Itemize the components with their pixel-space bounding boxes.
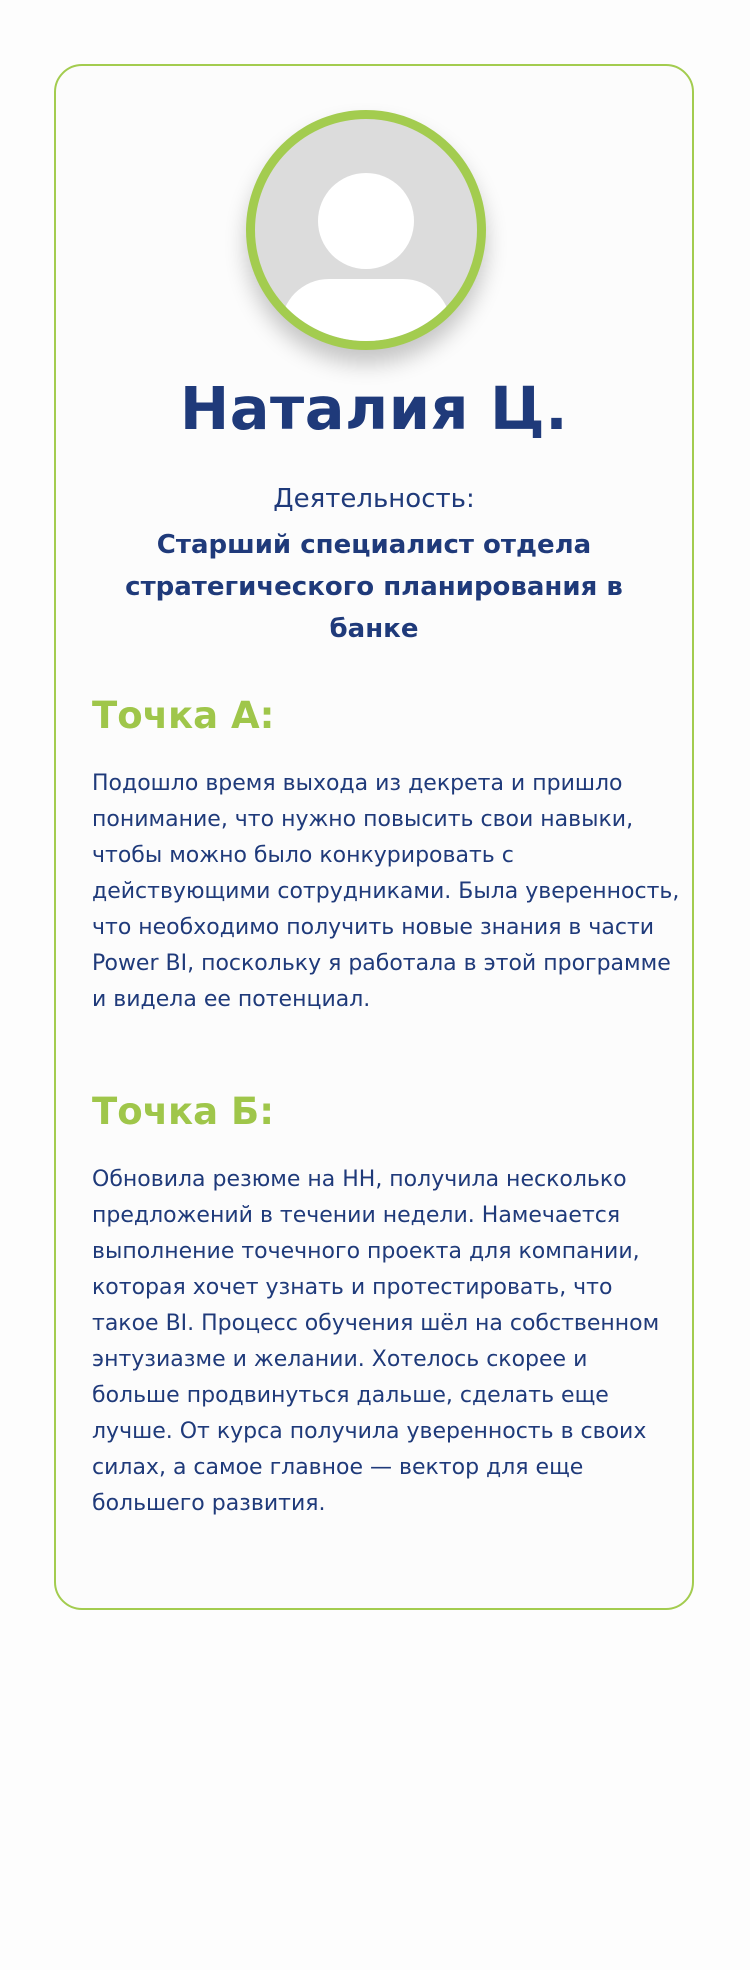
activity-value: Старший специалист отдела стратегического планирования в банке — [125, 530, 623, 644]
testimonial-card — [54, 64, 694, 1610]
user-avatar-icon — [246, 110, 486, 350]
point-a-text: Подошло время выхода из декрета и пришло понимание, что нужно повысить свои навыки, чтобы можно было конкурировать с действующими сотрудниками. Была уверенность, что необходимо получить новые знания в части Power BI, поскольку я работала в этой программе и видела ее потенциал. — [92, 771, 680, 1012]
point-b-title: Точка Б: — [92, 1090, 275, 1133]
person-name: Наталия Ц. — [179, 374, 569, 443]
avatar-body-shape — [281, 279, 451, 350]
point-b-text: Обновила резюме на HH, получила несколько предложений в течении недели. Намечается выполнение точечного проекта для компании, которая хочет узнать и протестировать, что такое BI. Процесс обучения шёл на собственном энтузиазме и желании. Хотелось скорее и больше продвинуться дальше, сделать еще лучше. От курса получила уверенность в своих силах, а самое главное — вектор для еще большего развития. — [92, 1167, 660, 1516]
activity-label: Деятельность: — [273, 484, 475, 514]
avatar-head-shape — [318, 173, 414, 269]
point-a-title: Точка А: — [92, 694, 275, 737]
